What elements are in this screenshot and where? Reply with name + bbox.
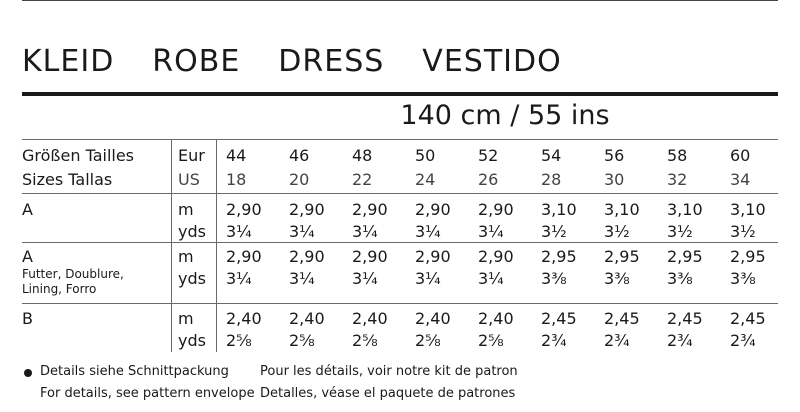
fabric-width-label: 140 cm / 55 ins xyxy=(400,100,610,131)
title-word-en: DRESS xyxy=(278,44,385,79)
top-rule xyxy=(22,0,778,1)
us-size-cell: 32 xyxy=(667,170,688,189)
bullet-icon xyxy=(24,369,32,377)
row-view-a-lining: A xyxy=(22,247,33,266)
eur-size-cell: 52 xyxy=(478,146,499,165)
us-size-cell: 28 xyxy=(541,170,562,189)
yards-cell: 3¼ xyxy=(226,222,252,241)
yards-cell: 3½ xyxy=(667,222,693,241)
meters-cell: 2,45 xyxy=(730,309,766,328)
eur-size-cell: 50 xyxy=(415,146,436,165)
title-word-fr: ROBE xyxy=(152,44,241,79)
yards-cell: 3¼ xyxy=(478,222,504,241)
footer-en: For details, see pattern envelope xyxy=(40,386,255,401)
yards-cell: 3⅜ xyxy=(541,269,567,288)
meters-cell: 2,90 xyxy=(289,247,325,266)
table-divider-label xyxy=(171,140,172,352)
yards-cell: 3½ xyxy=(541,222,567,241)
us-size-cell: 20 xyxy=(289,170,310,189)
yards-cell: 3¼ xyxy=(352,222,378,241)
table-divider-unit xyxy=(216,140,217,352)
meters-cell: 2,40 xyxy=(289,309,325,328)
meters-cell: 2,45 xyxy=(667,309,703,328)
meters-cell: 2,95 xyxy=(604,247,640,266)
footer-es: Detalles, véase el paquete de patrones xyxy=(260,386,516,401)
row-view-b: B xyxy=(22,309,33,328)
table-rule-header xyxy=(22,193,778,194)
meters-cell: 2,95 xyxy=(541,247,577,266)
eur-size-cell: 58 xyxy=(667,146,688,165)
yards-cell: 3⅜ xyxy=(604,269,630,288)
unit-yards-label: yds xyxy=(178,269,206,288)
yards-cell: 2⅝ xyxy=(478,331,504,350)
eur-label: Eur xyxy=(178,146,205,165)
meters-cell: 2,90 xyxy=(289,200,325,219)
yards-cell: 3¼ xyxy=(289,269,315,288)
title-word-es: VESTIDO xyxy=(422,44,562,79)
yards-cell: 3¼ xyxy=(478,269,504,288)
us-size-cell: 22 xyxy=(352,170,373,189)
yards-cell: 3¼ xyxy=(289,222,315,241)
meters-cell: 2,90 xyxy=(478,200,514,219)
meters-cell: 3,10 xyxy=(541,200,577,219)
table-rule-row1 xyxy=(22,242,778,243)
table-rule-top xyxy=(22,139,778,140)
yards-cell: 3¼ xyxy=(415,222,441,241)
meters-cell: 3,10 xyxy=(667,200,703,219)
meters-cell: 2,90 xyxy=(478,247,514,266)
unit-yards-label: yds xyxy=(178,222,206,241)
unit-meters-label: m xyxy=(178,247,194,266)
meters-cell: 2,40 xyxy=(226,309,262,328)
title-rule xyxy=(22,92,778,96)
yards-cell: 2¾ xyxy=(667,331,693,350)
size-label-line1: Größen Tailles xyxy=(22,146,135,165)
meters-cell: 2,90 xyxy=(226,247,262,266)
yards-cell: 2¾ xyxy=(604,331,630,350)
meters-cell: 2,45 xyxy=(541,309,577,328)
eur-size-cell: 44 xyxy=(226,146,247,165)
yards-cell: 2⅝ xyxy=(289,331,315,350)
garment-title xyxy=(22,44,600,79)
unit-yards-label: yds xyxy=(178,331,206,350)
yards-cell: 3½ xyxy=(604,222,630,241)
yards-cell: 2⅝ xyxy=(415,331,441,350)
yards-cell: 3¼ xyxy=(352,269,378,288)
meters-cell: 3,10 xyxy=(730,200,766,219)
meters-cell: 2,45 xyxy=(604,309,640,328)
yards-cell: 3¼ xyxy=(415,269,441,288)
eur-size-cell: 46 xyxy=(289,146,310,165)
table-rule-row2 xyxy=(22,303,778,304)
yards-cell: 2¾ xyxy=(541,331,567,350)
meters-cell: 2,40 xyxy=(415,309,451,328)
us-size-cell: 30 xyxy=(604,170,625,189)
us-size-cell: 24 xyxy=(415,170,436,189)
meters-cell: 2,95 xyxy=(667,247,703,266)
yards-cell: 2¾ xyxy=(730,331,756,350)
meters-cell: 2,90 xyxy=(415,247,451,266)
row-view-a: A xyxy=(22,200,33,219)
yards-cell: 3⅜ xyxy=(730,269,756,288)
meters-cell: 2,95 xyxy=(730,247,766,266)
yards-cell: 3⅜ xyxy=(667,269,693,288)
us-size-cell: 34 xyxy=(730,170,751,189)
meters-cell: 2,90 xyxy=(352,200,388,219)
us-size-cell: 26 xyxy=(478,170,499,189)
footer-de: Details siehe Schnittpackung xyxy=(40,364,229,379)
unit-meters-label: m xyxy=(178,309,194,328)
eur-size-cell: 56 xyxy=(604,146,625,165)
yards-cell: 2⅝ xyxy=(352,331,378,350)
eur-size-cell: 48 xyxy=(352,146,373,165)
title-word-de: KLEID xyxy=(22,44,115,79)
meters-cell: 3,10 xyxy=(604,200,640,219)
eur-size-cell: 60 xyxy=(730,146,751,165)
eur-size-cell: 54 xyxy=(541,146,562,165)
meters-cell: 2,90 xyxy=(226,200,262,219)
yards-cell: 2⅝ xyxy=(226,331,252,350)
unit-meters-label: m xyxy=(178,200,194,219)
yards-cell: 3¼ xyxy=(226,269,252,288)
meters-cell: 2,40 xyxy=(478,309,514,328)
footer-fr: Pour les détails, voir notre kit de patron xyxy=(260,364,518,379)
size-label-line2: Sizes Tallas xyxy=(22,170,113,189)
meters-cell: 2,40 xyxy=(352,309,388,328)
us-size-cell: 18 xyxy=(226,170,247,189)
us-label: US xyxy=(178,170,200,189)
meters-cell: 2,90 xyxy=(415,200,451,219)
lining-sublabel: Futter, Doublure, Lining, Forro xyxy=(22,267,124,296)
yards-cell: 3½ xyxy=(730,222,756,241)
meters-cell: 2,90 xyxy=(352,247,388,266)
